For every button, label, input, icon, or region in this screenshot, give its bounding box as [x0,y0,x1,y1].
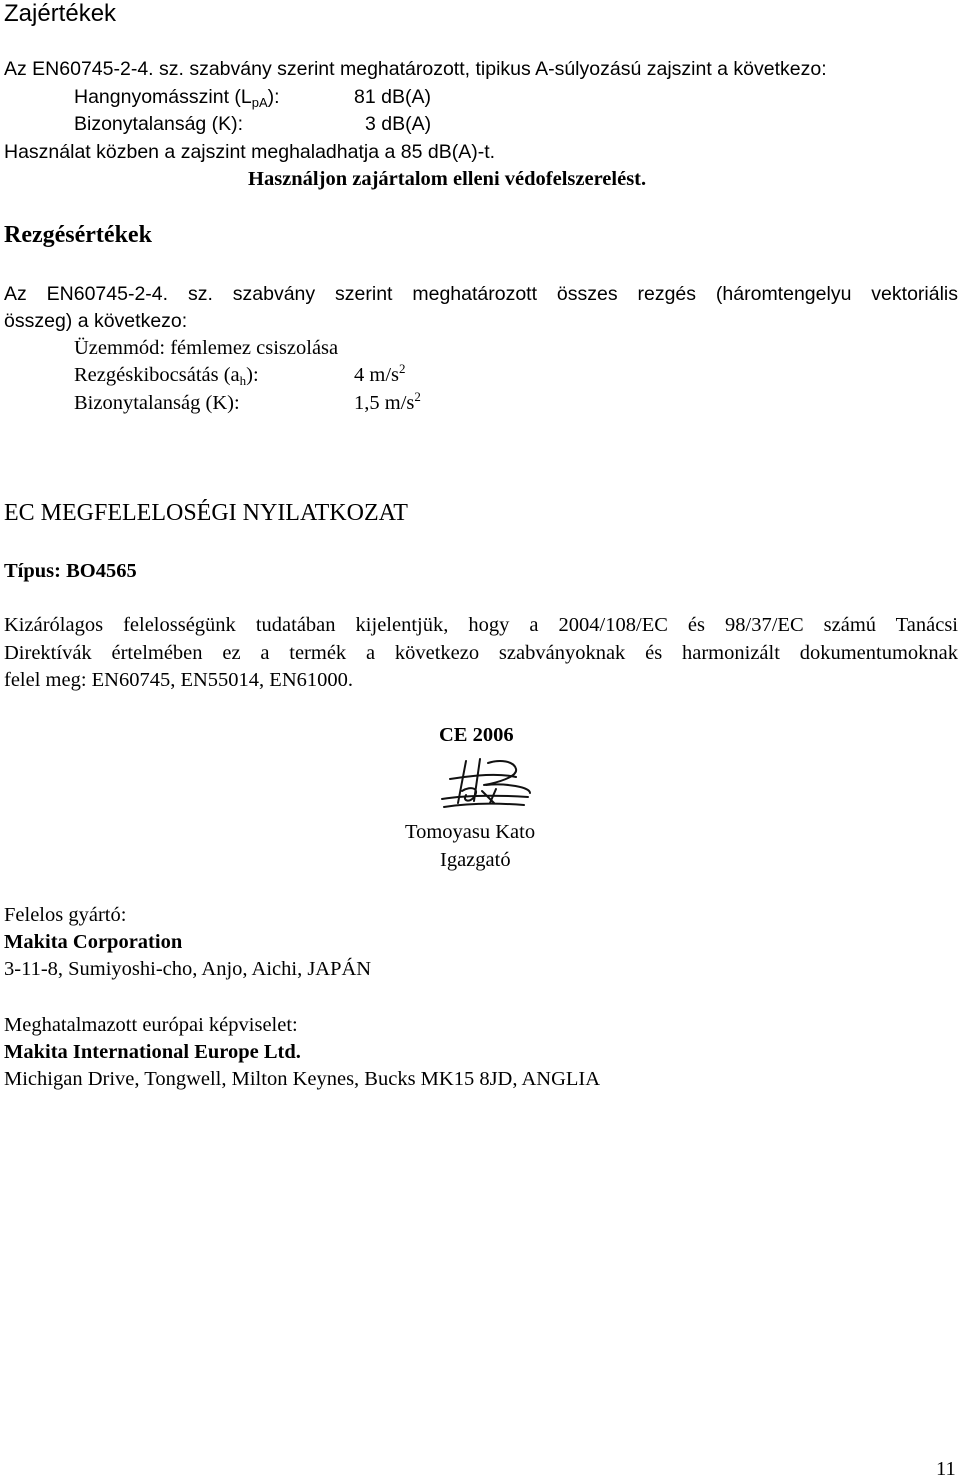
sound-pressure-value: 81 dB(A) [354,86,431,108]
representative-name: Makita International Europe Ltd. [4,1041,301,1063]
vibration-emission-value: 4 $m/s^2$ [354,361,406,386]
vibration-uncertainty-value: 1,5 $m/s^2$ [354,389,421,414]
noise-heading: Zajértékek [4,0,117,27]
vibration-heading: Rezgésértékek [4,222,152,248]
sound-pressure-label: Hangnyomásszint $(L_{pA})$: [74,86,280,110]
work-mode: Üzemmód: fémlemez csiszolása [74,337,339,359]
signature-image [436,755,536,815]
declaration-body-line3: felel meg: EN60745, EN55014, EN61000. [4,669,354,691]
declaration-body-line2: Direktívák értelmében ez a termék a következo szabványoknak és harmonizált dokumentumoknak [4,642,958,664]
signer-name: Tomoyasu Kato [405,821,536,843]
model-type: Típus: BO4565 [4,560,137,582]
manufacturer-label: Felelos gyártó: [4,904,127,926]
vibration-intro-line2: összeg) a következo: [4,310,188,332]
manufacturer-name: Makita Corporation [4,931,183,953]
vibration-uncertainty-label: Bizonytalanság (K): [74,392,240,414]
page-number: 11 [936,1458,956,1480]
ce-mark: CE 2006 [439,724,514,746]
vibration-intro-line1: Az EN60745-2-4. sz. szabvány szerint meghatározott összes rezgés (háromtengelyu vektoriális [4,283,958,305]
declaration-heading: EC MEGFELELOSÉGI NYILATKOZAT [4,500,408,526]
manufacturer-address: 3-11-8, Sumiyoshi-cho, Anjo, Aichi, JAPÁN [4,958,372,980]
signer-title: Igazgató [440,849,511,871]
noise-uncertainty-value: 3 dB(A) [365,113,432,135]
noise-uncertainty-label: Bizonytalanság (K): [74,113,244,135]
noise-exceed-note: Használat közben a zajszint meghaladhatja a 85 dB(A)-t. [4,141,496,163]
noise-intro: Az EN60745-2-4. sz. szabvány szerint meghatározott, tipikus A-súlyozású zajszint a következo: [4,58,827,80]
declaration-body-line1: Kizárólagos felelosségünk tudatában kijelentjük, hogy a 2004/108/EC és 98/37/EC számú Tanácsi [4,614,958,636]
vibration-emission-label: Rezgéskibocsátás $(a_h)$: [74,364,259,388]
hearing-protection-warning: Használjon zajártalom elleni védofelszerelést. [248,168,647,190]
representative-address: Michigan Drive, Tongwell, Milton Keynes, Bucks MK15 8JD, ANGLIA [4,1068,601,1090]
representative-label: Meghatalmazott európai képviselet: [4,1014,298,1036]
